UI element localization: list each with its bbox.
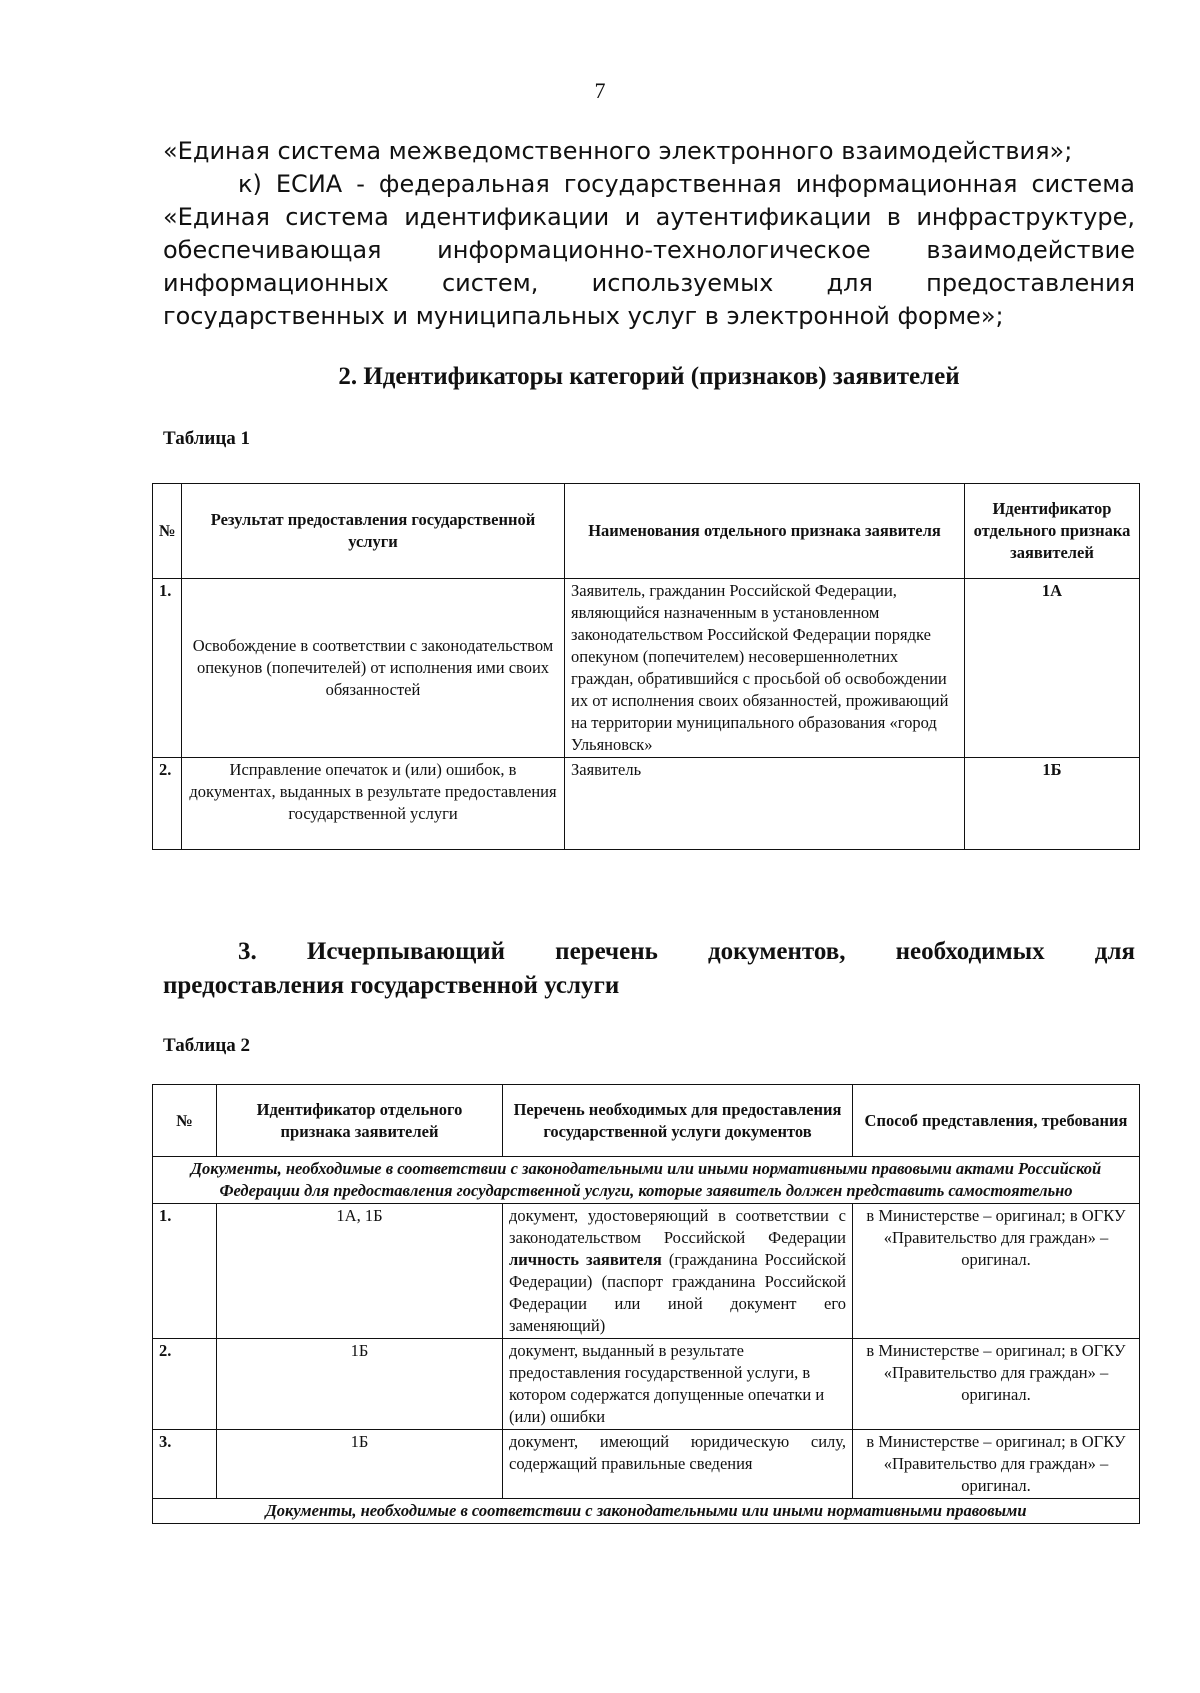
t2-header-id: Идентификатор отдельного признака заявителей [217,1085,503,1157]
t1-row1-result: Освобождение в соответствии с законодательством опекунов (попечителей) от исполнения ими своих обязанностей [182,579,565,758]
t2-row1-num: 1. [153,1204,217,1339]
t2-group-1: Документы, необходимые в соответствии с законодательными или иными нормативными правовыми актами Российской Федерации для предоставления государственной услуги, которые заявитель должен представить самостоятельно [153,1157,1140,1204]
table-row [153,579,1140,758]
t2-row3-doc: документ, имеющий юридическую силу, содержащий правильные сведения [503,1430,853,1499]
t1-row1-id: 1А [965,579,1140,758]
table-1-header [153,484,1140,579]
t1-header-name: Наименования отдельного признака заявителя [565,484,965,579]
table-2-header [153,1085,1140,1157]
t2-header-docs: Перечень необходимых для предоставления государственной услуги документов [503,1085,853,1157]
t1-header-result: Результат предоставления государственной услуги [182,484,565,579]
t1-header-num: № [153,484,182,579]
t2-header-num: № [153,1085,217,1157]
t2-row1-doc [503,1204,853,1339]
t2-row3-method: в Министерстве – оригинал; в ОГКУ «Правительство для граждан» – оригинал. [853,1430,1140,1499]
t1-row2-result: Исправление опечаток и (или) ошибок, в документах, выданных в результате предоставления государственной услуги [182,758,565,850]
table-group-row [153,1157,1140,1204]
t2-header-method: Способ представления, требования [853,1085,1140,1157]
table-2-caption: Таблица 2 [163,1035,251,1056]
section-2-title: 2. Идентификаторы категорий (признаков) заявителей [338,363,960,390]
section-3-title-lead: 3. Исчерпывающий перечень документов, необходимых для [238,938,1135,965]
t2-row3-id: 1Б [217,1430,503,1499]
section-3-title [163,935,1135,1003]
t1-header-id: Идентификатор отдельного признака заявителей [965,484,1140,579]
t1-row2-name: Заявитель [565,758,965,850]
table-group-row [153,1499,1140,1524]
t2-row2-method: в Министерстве – оригинал; в ОГКУ «Правительство для граждан» – оригинал. [853,1339,1140,1430]
t2-row1-doc-bold: личность заявителя [509,1250,662,1269]
t2-row1-doc-pre: документ, удостоверяющий в соответствии с законодательством Российской Федерации [509,1206,846,1247]
t2-row2-id: 1Б [217,1339,503,1430]
t1-row2-num: 2. [153,758,182,850]
table-1-caption: Таблица 1 [163,428,251,449]
table-row [153,758,1140,850]
intro-item-k: к) ЕСИА - федеральная государственная информационная система «Единая система идентификации и аутентификации в инфраструктуре, обеспечивающая информационно-технологическое взаимодействие информационных систем, используемых для предоставления государственных и муниципальных услуг в электронной форме»; [163,170,1135,330]
t1-row2-id: 1Б [965,758,1140,850]
t2-group-2: Документы, необходимые в соответствии с законодательными или иными нормативными правовыми [153,1499,1140,1524]
intro-text [163,135,1135,333]
table-row [153,1430,1140,1499]
t1-row1-name: Заявитель, гражданин Российской Федерации, являющийся назначенным в установленном законодательством Российской Федерации порядке опекуном (попечителем) несовершеннолетних граждан, обратившийся с просьбой об освобождении их от исполнения своих обязанностей, проживающий на территории муниципального образования «город Ульяновск» [565,579,965,758]
t1-row1-num: 1. [153,579,182,758]
table-2 [152,1084,1140,1524]
page-number: 7 [594,78,606,103]
t2-row3-num: 3. [153,1430,217,1499]
table-row [153,1339,1140,1430]
intro-line-1: «Единая система межведомственного электронного взаимодействия»; [163,137,1073,165]
t2-row2-num: 2. [153,1339,217,1430]
table-1 [152,483,1140,850]
table-row [153,1204,1140,1339]
t2-row1-doc-post: (гражданина Российской Федерации) (паспорт гражданина Российской Федерации или иной документ его заменяющий) [509,1250,846,1335]
section-3-title-rest: предоставления государственной услуги [163,972,620,999]
t2-row2-doc: документ, выданный в результате предоставления государственной услуги, в котором содержатся допущенные опечатки и (или) ошибки [503,1339,853,1430]
t2-row1-id: 1А, 1Б [217,1204,503,1339]
t2-row1-method: в Министерстве – оригинал; в ОГКУ «Правительство для граждан» – оригинал. [853,1204,1140,1339]
